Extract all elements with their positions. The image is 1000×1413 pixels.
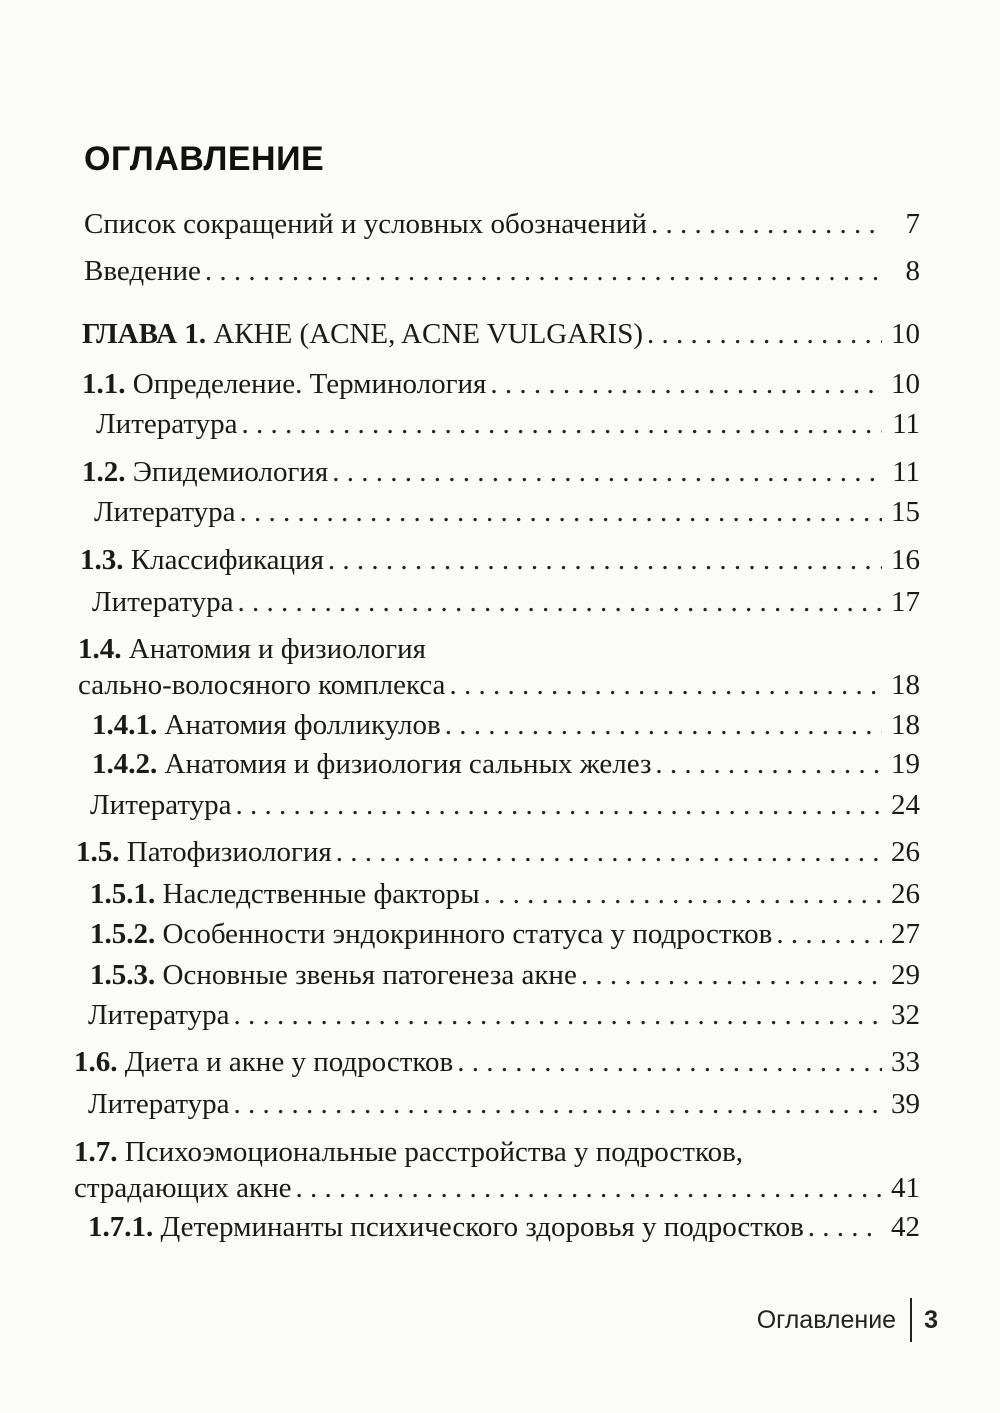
- toc-entry: [90, 787, 920, 823]
- toc-entry-number: 1.4.2.: [92, 748, 158, 780]
- toc-entry: [84, 206, 920, 242]
- toc-entry-text: Литература: [90, 789, 232, 821]
- toc-entry-page: 18: [891, 709, 920, 741]
- toc-entry-text-cont: страдающих акне: [74, 1172, 292, 1204]
- toc-entry-text: Патофизиология: [126, 836, 332, 868]
- toc-entry-page: 15: [891, 496, 920, 528]
- toc-entry-text: Анатомия фолликулов: [164, 709, 441, 741]
- toc-entry-text: Анатомия и физиология: [128, 633, 426, 665]
- toc-entry-chapter: [82, 316, 920, 352]
- toc-entry-text: Введение: [84, 255, 201, 287]
- toc-entry-page: 10: [891, 368, 920, 400]
- toc-entry-page: 11: [892, 408, 920, 440]
- toc-entry-number: 1.4.: [78, 633, 122, 665]
- toc-entry-number: 1.7.1.: [88, 1211, 154, 1243]
- toc-entry-text: Эпидемиология: [132, 456, 329, 488]
- toc-entry: [90, 957, 920, 993]
- toc-entry: [84, 253, 920, 289]
- toc-entry: [74, 1044, 920, 1080]
- toc-entry-number: 1.5.: [76, 836, 120, 868]
- toc-entry: [78, 631, 920, 703]
- toc-entry-page: 32: [891, 999, 920, 1031]
- toc-entry-number: 1.7.: [74, 1136, 118, 1168]
- toc-entry-page: 18: [891, 669, 920, 701]
- toc-entry-page: 16: [891, 544, 920, 576]
- toc-entry-number: 1.6.: [74, 1046, 118, 1078]
- toc-entry: [74, 1134, 920, 1206]
- toc-entry-text: АКНЕ (ACNE, ACNE VULGARIS): [213, 318, 643, 350]
- toc-entry-page: 10: [891, 318, 920, 350]
- toc-entry-page: 24: [891, 789, 920, 821]
- toc-entry-page: 17: [891, 586, 920, 618]
- toc-entry-number: 1.3.: [80, 544, 124, 576]
- toc-entry-page: 29: [891, 959, 920, 991]
- toc-entry-text: Литература: [92, 586, 234, 618]
- toc-entry: [92, 707, 920, 743]
- toc-entry: [90, 876, 920, 912]
- toc-entry-page: 7: [905, 208, 920, 240]
- toc-entry-text: Особенности эндокринного статуса у подростков: [162, 918, 773, 950]
- toc-entry-text: Психоэмоциональные расстройства у подростков,: [124, 1136, 744, 1168]
- toc-entry-page: 33: [891, 1046, 920, 1078]
- toc-entry-page: 11: [892, 456, 920, 488]
- toc-entry: [76, 834, 920, 870]
- toc-entry-page: 41: [891, 1172, 920, 1204]
- toc-entry-number: 1.2.: [82, 456, 126, 488]
- toc-entry-page: 26: [891, 878, 920, 910]
- toc-entry-text: Классификация: [130, 544, 324, 576]
- toc-entry: [82, 454, 920, 490]
- toc-entry-text: Литература: [94, 496, 236, 528]
- toc-entry: [92, 746, 920, 782]
- toc-entry: [80, 542, 920, 578]
- toc-entry-page: 27: [891, 918, 920, 950]
- toc-entry-page: 42: [891, 1211, 920, 1243]
- toc-entry: [88, 997, 920, 1033]
- toc-entry-page: 8: [905, 255, 920, 287]
- toc-entry-text: Диета и акне у подростков: [124, 1046, 454, 1078]
- page-title: ОГЛАВЛЕНИЕ: [84, 140, 325, 178]
- footer-page-number: 3: [924, 1305, 938, 1334]
- toc-entry-text: Список сокращений и условных обозначений: [84, 208, 647, 240]
- toc-entry: [88, 1086, 920, 1122]
- toc-entry-number: 1.5.1.: [90, 878, 156, 910]
- toc-entry-number: 1.5.2.: [90, 918, 156, 950]
- toc-entry: [90, 916, 920, 952]
- toc-entry: [88, 1209, 920, 1245]
- toc-entry-text: Литература: [96, 408, 238, 440]
- toc-entry-page: 39: [891, 1088, 920, 1120]
- toc-entry-text: Определение. Терминология: [132, 368, 487, 400]
- toc-entry-text: Литература: [88, 999, 230, 1031]
- footer-divider: [910, 1298, 912, 1342]
- toc-entry-text-cont: сально-волосяного комплекса: [78, 669, 446, 701]
- toc-entry-number: ГЛАВА 1.: [82, 318, 207, 350]
- toc-entry-number: 1.1.: [82, 368, 126, 400]
- toc-entry: [96, 406, 920, 442]
- toc-entry-page: 26: [891, 836, 920, 868]
- toc-entry-page: 19: [891, 748, 920, 780]
- running-footer: [757, 1300, 938, 1340]
- toc-entry-text: Основные звенья патогенеза акне: [162, 959, 577, 991]
- toc-entry-text: Литература: [88, 1088, 230, 1120]
- toc-entry-text: Анатомия и физиология сальных желез: [164, 748, 652, 780]
- toc-entry-number: 1.5.3.: [90, 959, 156, 991]
- toc-entry: [94, 494, 920, 530]
- toc-entry-text: Детерминанты психического здоровья у подростков: [160, 1211, 804, 1243]
- toc-entry: [92, 584, 920, 620]
- toc-entry: [82, 366, 920, 402]
- toc-entry-number: 1.4.1.: [92, 709, 158, 741]
- footer-label: Оглавление: [756, 1305, 897, 1334]
- toc-entry-text: Наследственные факторы: [162, 878, 480, 910]
